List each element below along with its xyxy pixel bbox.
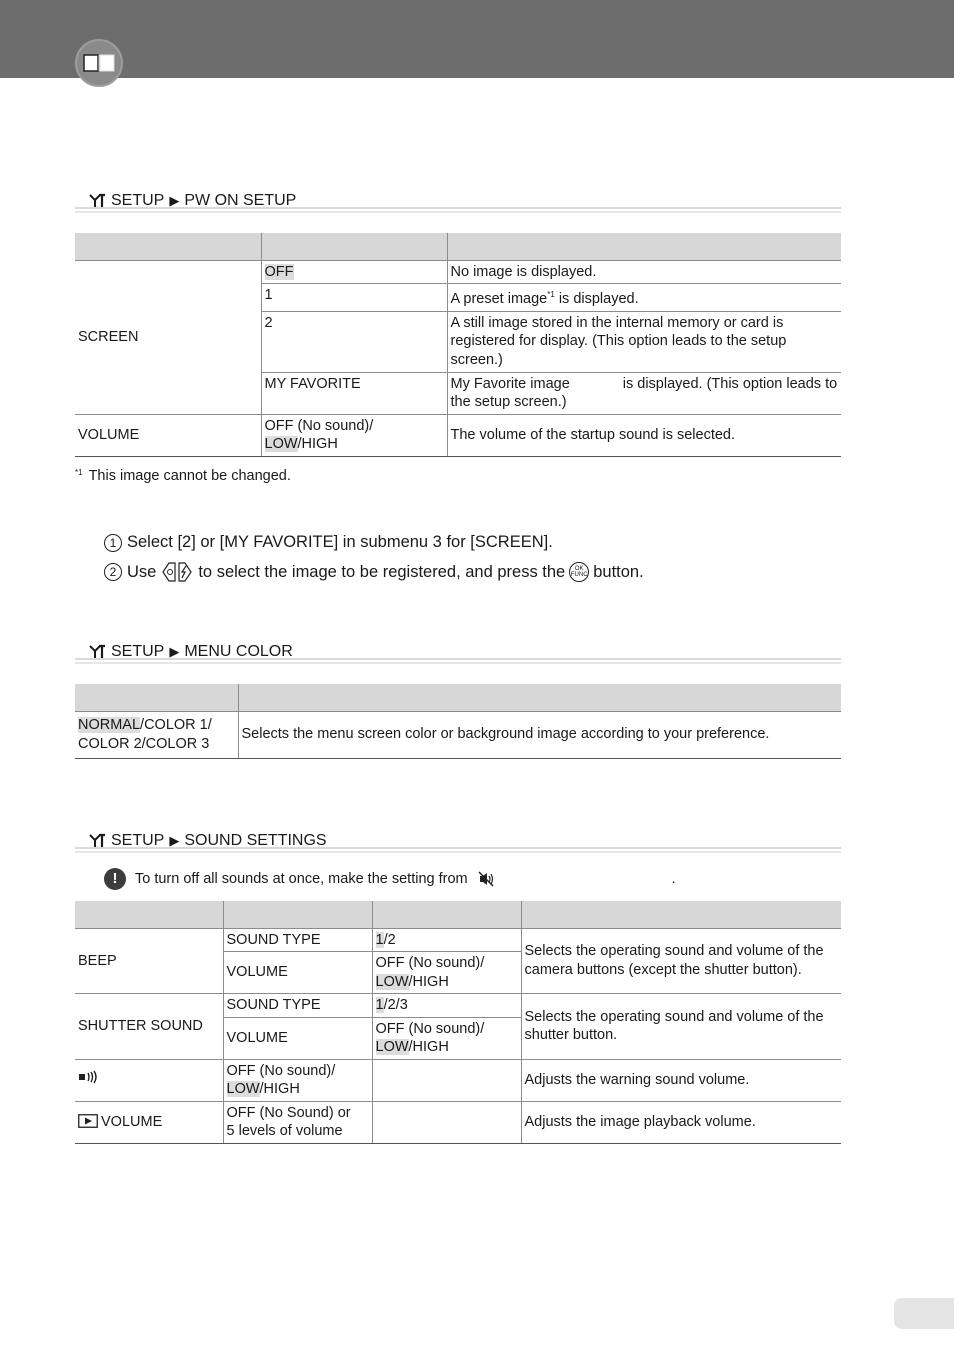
option-cell: 1/2/3 — [372, 994, 521, 1018]
volume-label: VOLUME — [223, 1017, 372, 1059]
breadcrumb-setup: SETUP — [111, 643, 165, 660]
section-rule — [75, 658, 841, 664]
option-cell: OFF (No sound)/ LOW/HIGH — [223, 1059, 372, 1101]
table-header-row — [75, 684, 841, 711]
caution-icon: ! — [104, 868, 126, 890]
table-row — [75, 260, 841, 284]
footnote-ref: *1 — [547, 290, 555, 299]
description-cell: A still image stored in the internal memory or card is registered for display. (This option leads to the setup screen.) — [447, 311, 841, 372]
playback-volume-cell: VOLUME — [75, 1101, 223, 1143]
option-cell: OFF (No sound)/ LOW/HIGH — [372, 1017, 521, 1059]
screen-label: SCREEN — [75, 260, 261, 414]
description-cell: A preset image$^{*1}$ is displayed. — [447, 284, 841, 312]
breadcrumb-arrow-icon: ▶ — [169, 833, 180, 848]
menu-color-table — [75, 684, 841, 759]
table-row — [75, 414, 841, 456]
table-row — [75, 994, 841, 1018]
option-cell: OFF (No Sound) or 5 levels of volume — [223, 1101, 372, 1143]
footnote: $^{*1}$ This image cannot be changed. — [75, 468, 291, 484]
breadcrumb-item: MENU COLOR — [184, 643, 293, 660]
book-icon — [75, 39, 123, 87]
option-off: OFF — [264, 263, 294, 280]
page-number-tab — [894, 1298, 954, 1329]
warning-sound-icon — [78, 1070, 100, 1084]
option-two: 2 — [261, 311, 447, 372]
breadcrumb-setup: SETUP — [111, 832, 165, 849]
breadcrumb-arrow-icon: ▶ — [169, 644, 180, 659]
table-row — [75, 711, 841, 758]
option-cell: NORMAL/COLOR 1/ COLOR 2/COLOR 3 — [75, 711, 238, 758]
shutter-sound-label: SHUTTER SOUND — [75, 994, 223, 1060]
caution-note: ! To turn off all sounds at once, make the setting from . — [104, 868, 676, 890]
option-cell — [261, 260, 447, 284]
option-cell: 1/2 — [372, 928, 521, 952]
section-rule — [75, 847, 841, 853]
volume-label: VOLUME — [75, 414, 261, 456]
pw-on-setup-table — [75, 233, 841, 457]
table-row — [75, 928, 841, 952]
volume-label: VOLUME — [223, 952, 372, 994]
warning-sound-cell — [75, 1059, 223, 1101]
table-header-row — [75, 233, 841, 260]
breadcrumb-item: PW ON SETUP — [184, 192, 297, 209]
beep-label: BEEP — [75, 928, 223, 994]
step-number: 2 — [104, 563, 122, 581]
mute-icon — [478, 871, 494, 887]
table-row — [75, 1059, 841, 1101]
description-cell: My Favorite image is displayed. (This option leads to the setup screen.) — [447, 372, 841, 414]
breadcrumb-arrow-icon: ▶ — [169, 193, 180, 208]
table-header-row — [75, 901, 841, 928]
sound-type-label: SOUND TYPE — [223, 928, 372, 952]
empty-cell — [372, 1101, 521, 1143]
option-cell: OFF (No sound)/ LOW/HIGH — [372, 952, 521, 994]
description-cell: Selects the menu screen color or background image according to your preference. — [238, 711, 841, 758]
description-cell: Selects the operating sound and volume of the shutter button. — [521, 994, 841, 1060]
sound-type-label: SOUND TYPE — [223, 994, 372, 1018]
step-number: 1 — [104, 534, 122, 552]
header-band — [0, 0, 954, 78]
section-rule — [75, 207, 841, 213]
description-cell: Adjusts the image playback volume. — [521, 1101, 841, 1143]
option-my-favorite: MY FAVORITE — [261, 372, 447, 414]
ok-func-button-icon: OK FUNC — [569, 562, 589, 582]
arrow-buttons-icon — [160, 561, 194, 583]
description-cell: The volume of the startup sound is selected. — [447, 414, 841, 456]
playback-icon — [78, 1114, 98, 1128]
empty-cell — [372, 1059, 521, 1101]
breadcrumb-item: SOUND SETTINGS — [184, 832, 327, 849]
sound-settings-table — [75, 901, 841, 1144]
table-row — [75, 1101, 841, 1143]
option-one: 1 — [261, 284, 447, 312]
step-2: 2 Use to select the image to be registered, and press the OK FUNC button. — [104, 561, 644, 583]
description-cell: Selects the operating sound and volume of the camera buttons (except the shutter button). — [521, 928, 841, 994]
step-1: 1 Select [2] or [MY FAVORITE] in submenu 3 for [SCREEN]. — [104, 533, 553, 552]
option-cell: OFF (No sound)/ LOW/HIGH — [261, 414, 447, 456]
description-cell: No image is displayed. — [447, 260, 841, 284]
description-cell: Adjusts the warning sound volume. — [521, 1059, 841, 1101]
breadcrumb-setup: SETUP — [111, 192, 165, 209]
